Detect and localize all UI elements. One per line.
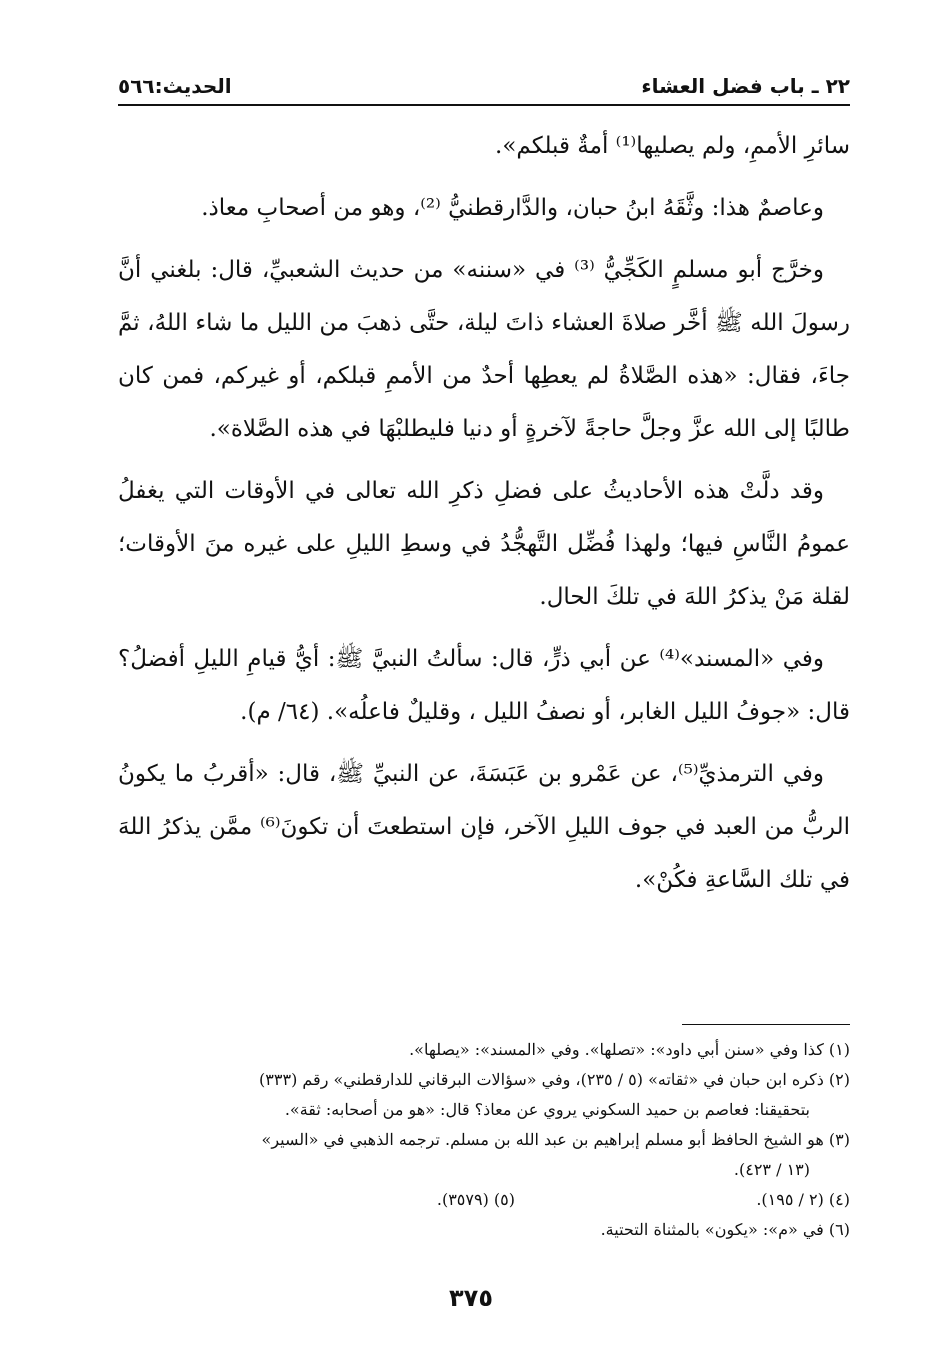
paragraph-2: وعاصمٌ هذا: وثَّقَهُ ابنُ حبان، والدَّارقطنيُّ ⁽²⁾، وهو من أصحابِ معاذ. bbox=[201, 195, 824, 221]
footnote-6: (٦) في «م»: «يكون» بالمثناة التحتية. bbox=[600, 1220, 850, 1239]
running-header bbox=[118, 70, 850, 106]
footnote-row-4-5 bbox=[118, 1185, 850, 1215]
paragraph-1: سائرِ الأممِ، ولم يصليها⁽¹⁾ أمةٌ قبلكم». bbox=[495, 133, 850, 159]
paragraph-3: وخرَّج أبو مسلمٍ الكَجِّيُّ ⁽³⁾ في «سننه» من حديث الشعبيِّ، قال: بلغني أنَّ رسولَ الله ﷺ أخَّر صلاةَ العشاء ذاتَ ليلة، حتَّى ذهبَ من الليل ما شاء اللهُ، ثمَّ جاءَ، فقال: «هذه الصَّلاةُ لم يعطِها أحدٌ من الأممِ قبلكم، أو غيركم، فمن كان طالبًا إلى الله عزَّ وجلَّ حاجةً لآخرةٍ أو دنيا فليطلبْهَا في هذه الصَّلاة». bbox=[118, 257, 850, 442]
paragraph-6: وفي الترمذيِّ⁽⁵⁾، عن عَمْرو بن عَبَسَةَ، عن النبيِّ ﷺ، قال: «أقربُ ما يكونُ الربُّ من العبد في جوف الليلِ الآخر، فإن استطعتَ أن تكونَ⁽⁶⁾ ممَّن يذكرُ اللهَ في تلك السَّاعةِ فكُنْ». bbox=[118, 761, 850, 893]
hadith-number: الحديث:٥٦٦ bbox=[118, 74, 232, 98]
footnote-1: (١) كذا وفي «سنن أبي داود»: «تصلها». وفي «المسند»: «يصلها». bbox=[409, 1040, 850, 1059]
footnote-5: (٥) (٣٥٧٩). bbox=[436, 1190, 515, 1209]
paragraph-5: وفي «المسند»⁽⁴⁾ عن أبي ذرٍّ، قال: سألتُ النبيَّ ﷺ: أيُّ قيامِ الليلِ أفضلُ؟ قال: «جوفُ الليل الغابر، أو نصفُ الليل ، وقليلٌ فاعلُه». (٦٤/ م). bbox=[118, 646, 850, 725]
footnote-3-continuation: (١٣ / ٤٢٣). bbox=[733, 1160, 810, 1179]
footnotes bbox=[118, 1035, 850, 1245]
footnote-2-continuation: بتحقيقنا: فعاصم بن حميد السكوني يروي عن معاذ؟ قال: «هو من أصحابه: ثقة». bbox=[284, 1100, 810, 1119]
footnote-3: (٣) هو الشيخ الحافظ أبو مسلم إبراهيم بن عبد الله بن مسلم. ترجمه الذهبي في «السير» bbox=[261, 1130, 850, 1149]
paragraph-4: وقد دلَّتْ هذه الأحاديثُ على فضلِ ذكرِ الله تعالى في الأوقات التي يغفلُ عمومُ النَّاسِ فيها؛ ولهذا فُضِّل التَّهجُّدُ في وسطِ الليلِ على غيره منَ الأوقات؛ لقلة مَنْ يذكرُ اللهَ في تلكَ الحال. bbox=[118, 478, 850, 610]
footnote-4: (٤) (٢ / ١٩٥). bbox=[756, 1190, 850, 1209]
chapter-title: ٢٢ ـ باب فضل العشاء bbox=[641, 74, 850, 98]
footnote-divider bbox=[682, 1024, 850, 1025]
main-text bbox=[118, 120, 850, 916]
page-number: ٣٧٥ bbox=[449, 1284, 493, 1312]
footnote-2: (٢) ذكره ابن حبان في «ثقاته» (٥ / ٢٣٥)، وفي «سؤالات البرقاني للدارقطني» رقم (٣٣٣) bbox=[259, 1070, 850, 1089]
